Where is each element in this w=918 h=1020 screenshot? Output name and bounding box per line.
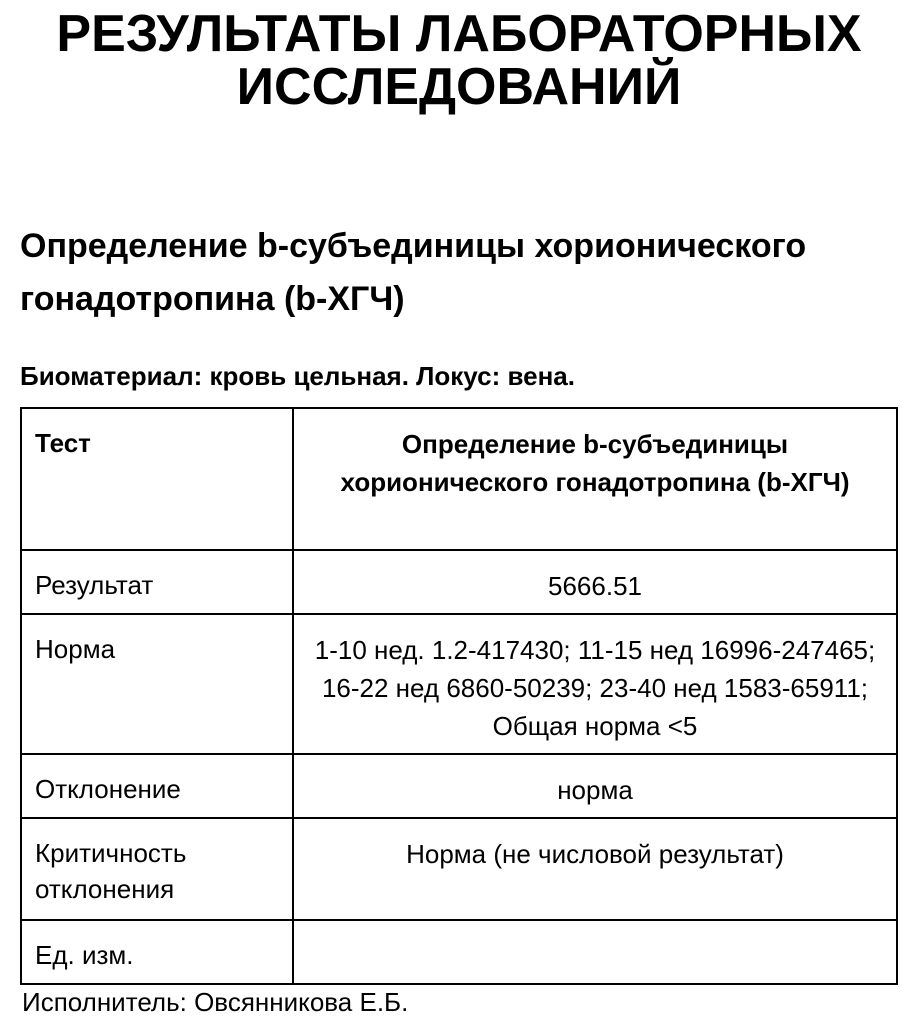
header-test-label: Тест: [21, 408, 293, 550]
result-value: 5666.51: [293, 550, 897, 614]
table-row: [21, 550, 897, 614]
header-test-name: Определение b-субъединицы хорионического гонадотропина (b-ХГЧ): [293, 408, 897, 550]
table-row: [21, 818, 897, 920]
table-header-row: [21, 408, 897, 550]
report-title: РЕЗУЛЬТАТЫ ЛАБОРАТОРНЫХ ИССЛЕДОВАНИЙ: [56, 5, 862, 116]
deviation-label: Отклонение: [21, 754, 293, 818]
table-row: [21, 614, 897, 754]
criticality-label: Критичность отклонения: [21, 818, 293, 920]
results-table: [20, 407, 898, 985]
performer-line: Исполнитель: Овсянникова Е.Б.: [22, 987, 409, 1017]
deviation-value: норма: [293, 754, 897, 818]
norm-label: Норма: [21, 614, 293, 754]
criticality-value: Норма (не числовой результат): [293, 818, 897, 920]
table-row: [21, 920, 897, 984]
result-label: Результат: [21, 550, 293, 614]
unit-label: Ед. изм.: [21, 920, 293, 984]
norm-value: 1-10 нед. 1.2-417430; 11-15 нед 16996-247465; 16-22 нед 6860-50239; 23-40 нед 1583-65911; Общая норма <5: [293, 614, 897, 754]
test-subtitle: Определение b-субъединицы хорионического гонадотропина (b-ХГЧ): [20, 227, 807, 318]
table-row: [21, 754, 897, 818]
unit-value: [293, 920, 897, 984]
biomaterial-line: Биоматериал: кровь цельная. Локус: вена.: [20, 361, 575, 391]
